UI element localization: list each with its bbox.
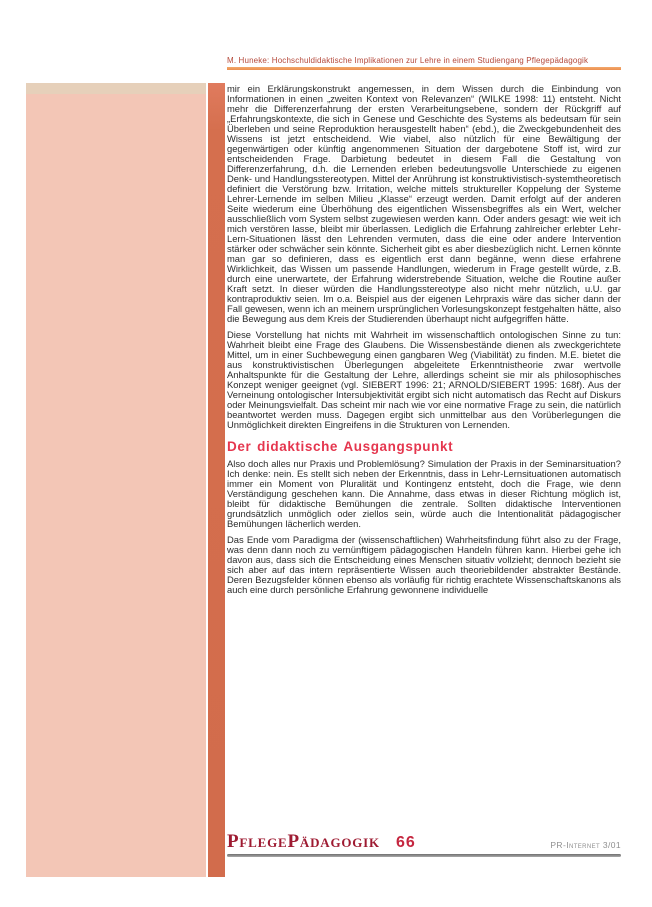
footer-row bbox=[227, 831, 621, 853]
paragraph-1: mir ein Erklärungskonstrukt angemessen, in dem Wissen durch die Einbindung von Informationen in einen „zweiten Kontext von Relevanzen“ (WILKE 1998: 11) entsteht. Nicht mehr die Differenzerfahrung der ersten Verarbeitungsebene, sondern der Rückgriff auf „Erfahrungskontexte, die sich in Genese und Geschichte des Systems als bedeutsam für sein Überleben und seine Reproduktion herausgestellt haben“ (ebd.), die Zweckgebundenheit des Wissens ist jetzt entscheidend. Wie viabel, also nützlich für eine Bewältigung der gegenwärtigen oder künftig angenommenen Situation der dargebotene Stoff ist, wird zur entscheidenden Frage. Darbietung bedeutet in diesem Fall die Gestaltung von Differenzerfahrung, d.h. die Lernenden erleben bedeutungsvolle Unterschiede zu eigenen Denk- und Handlungsstereotypen. Mittel der Anrührung ist konstruktivistisch-systemtheoretisch definiert die Verstörung bzw. Irritation, welche mittels struktureller Koppelung der Systeme Lehrer-Lernende im selben Milieu „Klasse“ erzeugt werden. Damit erfolgt auf der anderen Seite wiederum eine Überhöhung des eigentlichen Wissensbegriffes als ein Wert, welcher ausschließlich vom System selbst zugewiesen werden kann. Oder anders gesagt: wie weit ich mich verstören lasse, bleibt mir überlassen. Lediglich die Erfahrung zahlreicher erlebter Lehr-Lern-Situationen lässt den Lehrenden vermuten, dass die eine oder andere Intervention stärker oder schwächer sein könnte. Sicherheit gibt es aber diesbezüglich nicht. Lernen könnte man gar so definieren, dass es eigentlich erst dann begänne, wenn diese erfahrene Wirklichkeit, das Wissen um passende Handlungen, wiederum in Frage gestellt würde, z.B. durch eine unerwartete, der Erfahrung widerstrebende Situation, welche die Routine außer Kraft setzt. In dieser würden die Handlungsstereotype also nicht mehr nützlich, u.U. gar kontraproduktiv seien. Im o.a. Beispiel aus der eigenen Lehrpraxis wäre das sicher dann der Fall gewesen, wenn ich an meinem ursprünglichen Vorlesungskonzept festgehalten hätte, also die Bewegung aus dem Kreis der Studierenden überhaupt nicht aufgegriffen hätte. bbox=[227, 83, 621, 324]
issue-label: PR-Internet 3/01 bbox=[550, 840, 621, 850]
page-footer bbox=[227, 831, 621, 857]
article-body bbox=[227, 84, 621, 601]
header-underline bbox=[227, 67, 621, 70]
paragraph-2: Diese Vorstellung hat nichts mit Wahrheit im wissenschaftlich ontologischen Sinne zu tun: Wahrheit bleibt eine Frage des Glaubens. Die Wissensbestände dienen als zweckgerichtete Mittel, um in einer Suchbewegung einen gangbaren Weg (Viabilität) zu finden. M.E. bietet die aus konstruktivistischen Überlegungen abgeleitete Erkenntnistheorie zwar wertvolle Anhaltspunkte für die Gestaltung der Lehre, allerdings scheint sie mir als philosophisches Konzept weniger geeignet (vgl. SIEBERT 1996: 21; ARNOLD/SIEBERT 1995: 168f). Aus der Verneinung ontologischer Intersubjektivität ergibt sich nicht automatisch das Recht auf Diskurs oder Meinungsvielfalt. Das scheint mir nach wie vor eine normative Frage zu sein, die natürlich beantwortet werden muss. Dagegen ergibt sich unmittelbar aus den Vorüberlegungen die Unmöglichkeit direkten Eingreifens in die Strukturen von Lernenden. bbox=[227, 329, 621, 430]
running-header: M. Huneke: Hochschuldidaktische Implikationen zur Lehre in einem Studiengang Pflegepädagogik bbox=[227, 56, 589, 65]
footer-rule bbox=[227, 854, 621, 857]
paragraph-3: Also doch alles nur Praxis und Problemlösung? Simulation der Praxis in der Seminarsituation? Ich denke: nein. Es stellt sich neben der Erkenntnis, dass in Lehr-Lernsituationen automatisch immer ein Moment von Pluralität und Kontingenz entsteht, doch die Frage, wie denn Verständigung geschehen kann. Die Annahme, dass etwas in dieser Richtung möglich ist, bleibt für didaktische Bemühungen die zentrale. Sollten didaktische Interventionen grundsätzlich unmöglich oder ziellos sein, würde auch die Intentionalität pädagogischer Bemühungen lächerlich werden. bbox=[227, 458, 621, 529]
paragraph-4: Das Ende vom Paradigma der (wissenschaftlichen) Wahrheitsfindung führt also zu der Frage, was denn dann noch zu vernünftigem pädagogischen Handeln führen kann. Hierbei gehe ich davon aus, dass sich die Entscheidung eines Menschen situativ vollzieht; dennoch bezieht sie sich aber auf das intern repräsentierte Wissen auch theoriebildender abstrakter Bestände. Deren Bezugsfelder können ebenso als vorläufig für richtig erachtete Wissenschaftskanons als auch eine durch persönliche Erfahrung gewonnene individuelle bbox=[227, 534, 621, 595]
journal-title: PflegePädagogik bbox=[227, 831, 380, 852]
page-number: 66 bbox=[395, 834, 416, 851]
sidebar-top-band bbox=[26, 83, 206, 94]
sidebar-decoration bbox=[26, 83, 206, 877]
section-heading: Der didaktische Ausgangspunkt bbox=[227, 439, 454, 454]
sidebar-accent-bar bbox=[208, 83, 225, 877]
